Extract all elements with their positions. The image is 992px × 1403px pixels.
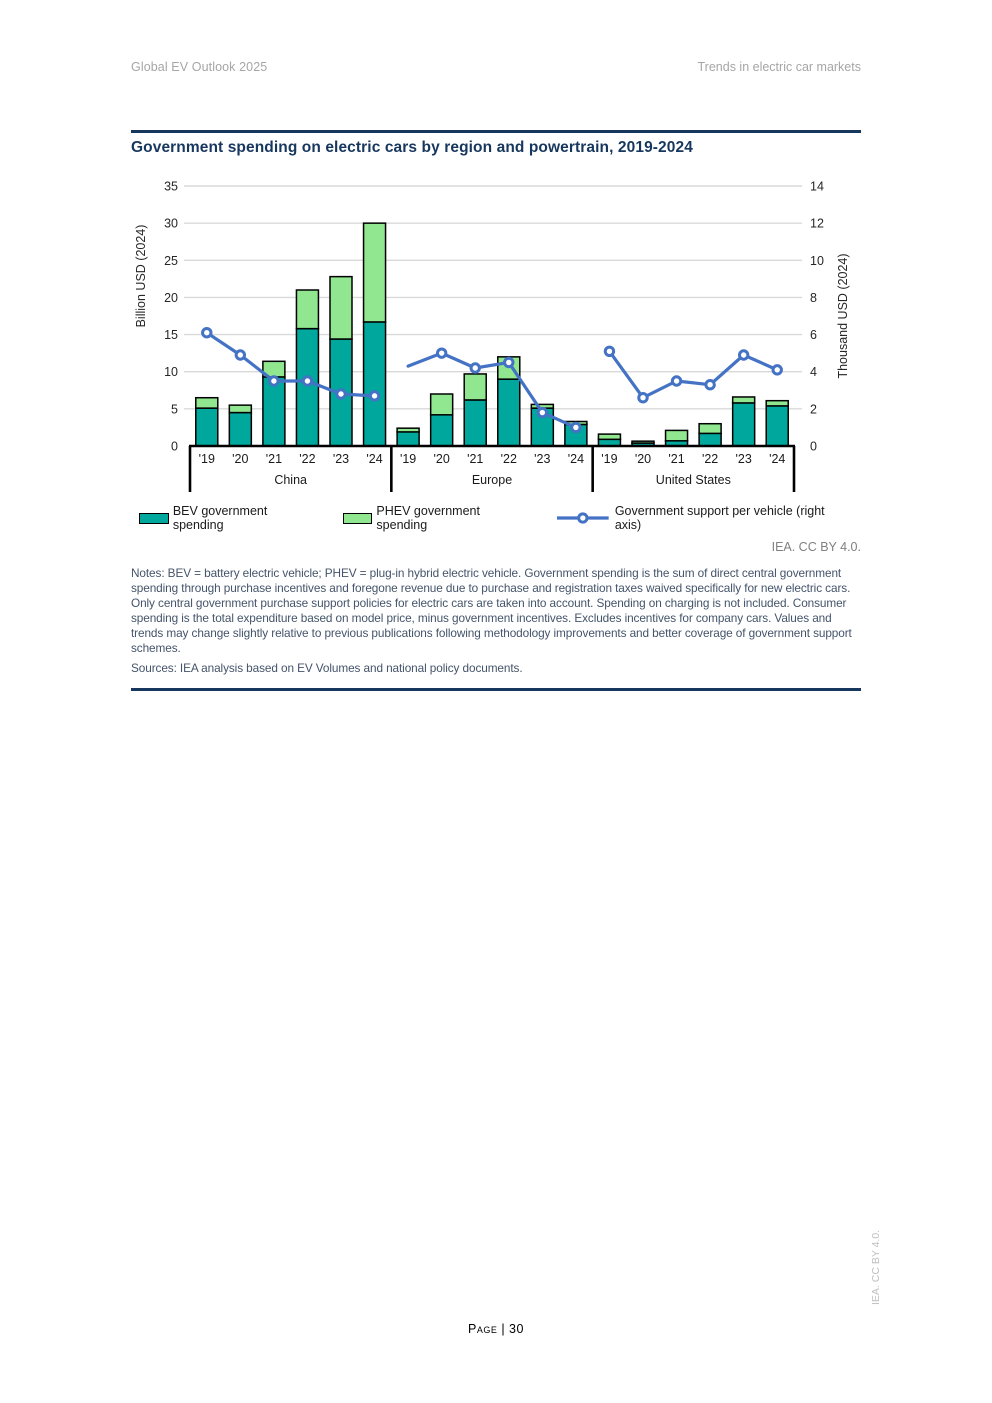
page-number: Page | 30: [468, 1322, 524, 1336]
svg-text:14: 14: [810, 179, 824, 194]
side-attribution: IEA. CC BY 4.0.: [870, 1229, 882, 1305]
svg-text:'24: '24: [366, 452, 383, 466]
cc-attribution: IEA. CC BY 4.0.: [771, 540, 861, 554]
svg-text:5: 5: [171, 402, 178, 417]
svg-text:'20: '20: [433, 452, 450, 466]
svg-text:8: 8: [810, 290, 817, 305]
svg-text:'23: '23: [735, 452, 752, 466]
header-right: Trends in electric car markets: [697, 60, 861, 74]
support-line: [203, 329, 782, 432]
legend-bev-label: BEV government spending: [172, 504, 268, 532]
bev-swatch-icon: [139, 513, 169, 524]
svg-text:12: 12: [810, 216, 824, 231]
figure-bottom-rule: [131, 688, 861, 691]
svg-text:China: China: [274, 473, 308, 487]
svg-text:'21: '21: [265, 452, 283, 466]
svg-text:4: 4: [810, 365, 817, 380]
figure-notes: Notes: BEV = battery electric vehicle; PHEV = plug-in hybrid electric vehicle. Government spending is the sum of direct central government spending through purchase incentives and foregone revenue due to purchase and registration taxes waived specifically for new electric cars. Only central government purchase support policies for electric cars are taken into account. Spending on charging is not included. Consumer spending is the total expenditure based on model price, minus government incentives. Excludes incentives for company cars. Values and trends may change slightly relative to previous publications following methodology improvements and better coverage of government support schemes.: [131, 566, 852, 655]
svg-text:'20: '20: [232, 452, 249, 466]
svg-text:0: 0: [810, 439, 817, 454]
svg-text:10: 10: [164, 365, 178, 380]
left-axis-title: Billion USD (2024): [134, 224, 148, 328]
svg-text:United States: United States: [655, 473, 731, 487]
legend-item-phev: [343, 504, 534, 532]
svg-text:20: 20: [164, 290, 178, 305]
legend-phev-label: PHEV government spending: [376, 504, 480, 532]
figure-sources: Sources: IEA analysis based on EV Volumes and national policy documents.: [131, 661, 523, 675]
svg-text:'24: '24: [769, 452, 786, 466]
axes: [134, 180, 850, 493]
svg-text:'22: '22: [701, 452, 719, 466]
chart-svg: [131, 166, 861, 501]
svg-text:10: 10: [810, 253, 824, 268]
svg-text:'23: '23: [534, 452, 551, 466]
phev-swatch-icon: [343, 513, 373, 524]
svg-text:'24: '24: [567, 452, 585, 466]
svg-text:6: 6: [810, 328, 817, 343]
svg-text:15: 15: [164, 328, 178, 343]
svg-text:2: 2: [810, 402, 817, 417]
svg-text:'21: '21: [467, 452, 484, 466]
line-marker-icon: [555, 512, 611, 524]
svg-text:'19: '19: [399, 452, 417, 466]
svg-text:'22: '22: [500, 452, 517, 466]
svg-text:'19: '19: [198, 452, 215, 466]
svg-text:'19: '19: [601, 452, 618, 466]
svg-text:Europe: Europe: [471, 473, 513, 487]
svg-text:'20: '20: [634, 452, 652, 466]
legend-item-line: [555, 504, 853, 532]
right-axis-title: Thousand USD (2024): [836, 253, 850, 379]
legend-line-label: Government support per vehicle (right axis): [614, 504, 825, 532]
svg-text:35: 35: [164, 179, 178, 194]
svg-text:'22: '22: [299, 452, 316, 466]
svg-text:25: 25: [164, 253, 178, 268]
svg-text:0: 0: [171, 439, 178, 454]
svg-text:30: 30: [164, 216, 178, 231]
header-left: Global EV Outlook 2025: [131, 60, 268, 74]
svg-text:'21: '21: [668, 452, 685, 466]
chart-legend: [131, 504, 861, 532]
figure-top-rule: [131, 130, 861, 133]
svg-text:'23: '23: [332, 452, 350, 466]
legend-item-bev: [139, 504, 321, 532]
figure-title: Government spending on electric cars by region and powertrain, 2019-2024: [131, 139, 693, 156]
chart-area: [131, 166, 861, 501]
